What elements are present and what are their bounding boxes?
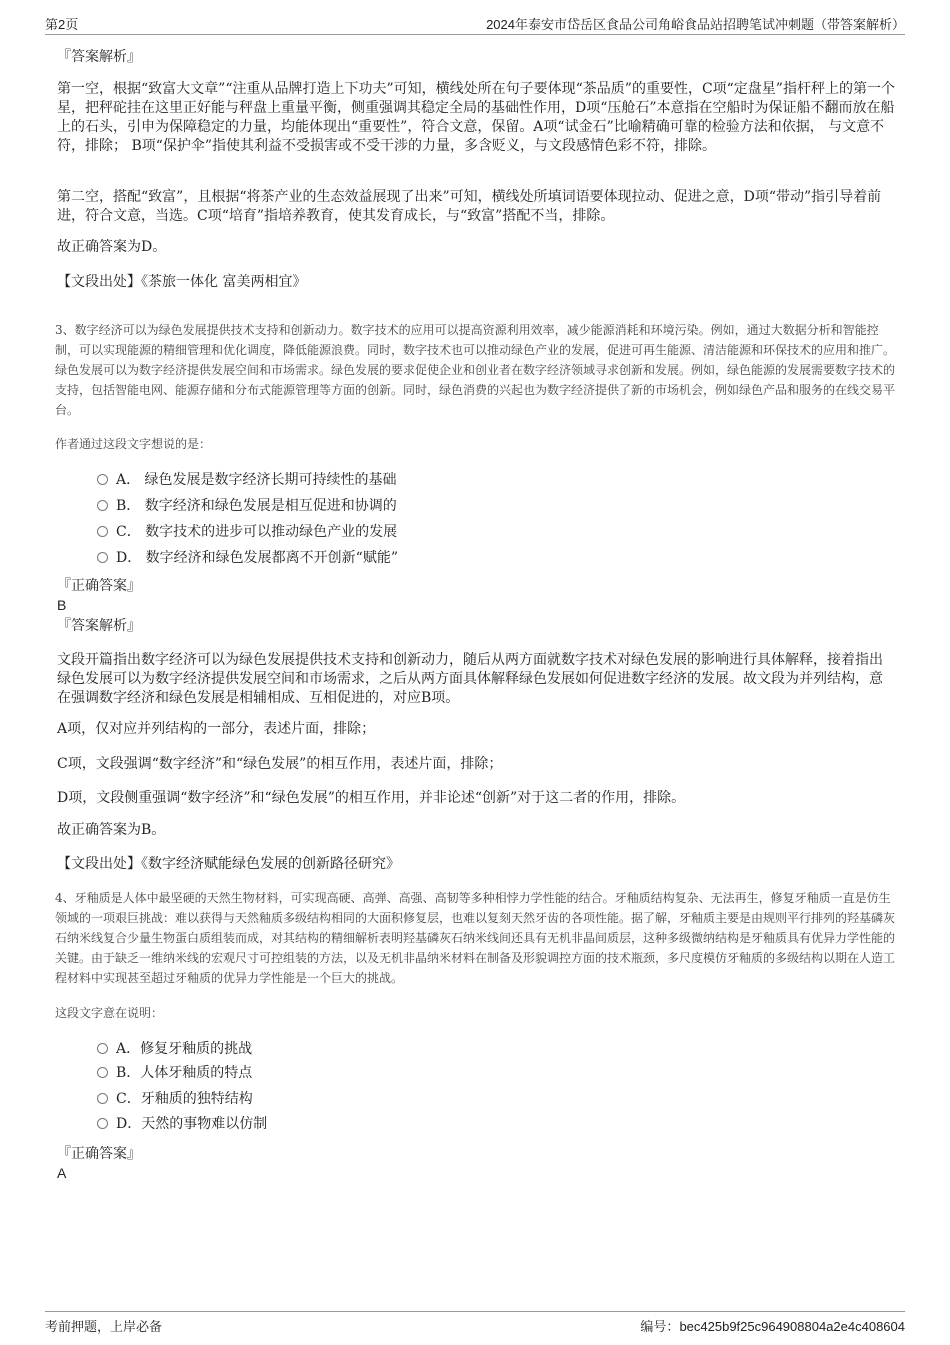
radio-icon[interactable] <box>97 474 108 485</box>
analysis-paragraph: 第二空，搭配“致富”，且根据“将茶产业的生态效益展现了出来”可知，横线处所填词语要体现拉动、促进之意，D项“带动”指引导着前进，符合文意，当选。C项“培育”指培养教育，使其发育成长，与“致富”搭配不当，排除。 <box>57 189 882 224</box>
analysis-label: 『答案解析』 <box>57 49 141 65</box>
option-label: B．人体牙釉质的特点 <box>116 1065 253 1081</box>
code-value: bec425b9f25c964908804a2e4c408604 <box>679 1319 905 1334</box>
analysis-paragraph: C项，文段强调“数字经济”和“绿色发展”的相互作用，表述片面，排除； <box>57 756 503 772</box>
option-label: B． 数字经济和绿色发展是相互促进和协调的 <box>116 498 397 514</box>
option-b[interactable] <box>97 1063 252 1083</box>
document-title: 2024年泰安市岱岳区食品公司角峪食品站招聘笔试冲刺题（带答案解析） <box>486 17 905 32</box>
answer-value: B <box>57 597 67 613</box>
analysis-label: 『答案解析』 <box>57 618 141 634</box>
source-citation: 【文段出处】《数字经济赋能绿色发展的创新路径研究》 <box>57 856 400 872</box>
analysis-conclusion: 故正确答案为D。 <box>57 239 167 255</box>
radio-icon[interactable] <box>97 500 108 511</box>
document-code <box>640 1316 905 1335</box>
radio-icon[interactable] <box>97 526 108 537</box>
analysis-paragraph: 第一空，根据“致富大文章”“注重从品牌打造上下功夫”可知，横线处所在句子要体现“茶品质”的重要性，C项“定盘星”指杆秤上的第一个星，把秤砣挂在这里正好能与秤盘上重量平衡，侧重强调其稳定全局的基础性作用，D项“压舱石”本意指在空船时为保证船不翻而放在船上的石头，引申为保障稳定的力量，均能体现出“重要性”，符合文意，保留。A项“试金石”比喻精确可靠的检验方法和依据， 与文意不符，排除； B项“保护伞”指使其利益不受损害或不受干涉的力量，多含贬义，与文段感情色彩不符，排除。 <box>57 81 895 154</box>
radio-icon[interactable] <box>97 1093 108 1104</box>
footer-slogan: 考前押题，上岸必备 <box>45 1319 163 1334</box>
radio-icon[interactable] <box>97 552 108 563</box>
page-header <box>45 14 905 35</box>
page-footer <box>45 1311 905 1340</box>
radio-icon[interactable] <box>97 1067 108 1078</box>
answer-label: 『正确答案』 <box>57 578 141 594</box>
question-prompt: 作者通过这段文字想说的是： <box>55 437 212 451</box>
option-c[interactable] <box>97 1089 253 1109</box>
option-d[interactable] <box>97 548 398 568</box>
option-b[interactable] <box>97 496 397 516</box>
analysis-paragraph: D项，文段侧重强调“数字经济”和“绿色发展”的相互作用，并非论述“创新”对于这二者的作用，排除。 <box>57 790 686 806</box>
option-label: C．牙釉质的独特结构 <box>116 1091 253 1107</box>
option-label: D．天然的事物难以仿制 <box>116 1116 268 1132</box>
answer-label: 『正确答案』 <box>57 1146 141 1162</box>
question-stem: 3、数字经济可以为绿色发展提供技术支持和创新动力。数字技术的应用可以提高资源利用效率，减少能源消耗和环境污染。例如，通过大数据分析和智能控制，可以实现能源的精细管理和优化调度，降低能源浪费。同时，数字技术也可以推动绿色产业的发展，促进可再生能源、清洁能源和环保技术的应用和推广。绿色发展可以为数字经济提供发展空间和市场需求。绿色发展的要求促使企业和创业者在数字经济领域寻求创新和发展。例如，绿色能源的发展需要数字技术的支持，包括智能电网、能源存储和分布式能源管理等方面的创新。同时，绿色消费的兴起也为数字经济提供了新的市场机会，例如绿色产品和服务的在线交易平台。 <box>55 323 896 417</box>
option-label: D． 数字经济和绿色发展都离不开创新“赋能” <box>116 550 398 566</box>
answer-value: A <box>57 1165 67 1181</box>
analysis-paragraph: A项，仅对应并列结构的一部分，表述片面，排除； <box>57 721 376 737</box>
question-stem: 4、牙釉质是人体中最坚硬的天然生物材料，可实现高硬、高弹、高强、高韧等多种相悖力学性能的结合。牙釉质结构复杂、无法再生，修复牙釉质一直是仿生领域的一项艰巨挑战：难以获得与天然釉质多级结构相同的大面积修复层，也难以复刻天然牙齿的各项性能。据了解，牙釉质主要是由规则平行排列的羟基磷灰石纳米线复合少量生物蛋白质组装而成，对其结构的精细解析表明羟基磷灰石纳米线间还具有无机非晶间质层，这种多级微纳结构是牙釉质具有优异力学性能的关键。由于缺乏一维纳米线的宏观尺寸可控组装的方法，以及无机非晶纳米材料在制备及形貌调控方面的技术瓶颈，多尺度模仿牙釉质的多级结构以期在人造工程材料中实现甚至超过牙釉质的优异力学性能是一个巨大的挑战。 <box>55 891 896 985</box>
option-label: A． 绿色发展是数字经济长期可持续性的基础 <box>116 472 397 488</box>
analysis-conclusion: 故正确答案为B。 <box>57 822 166 838</box>
source-citation: 【文段出处】《茶旅一体化 富美两相宜》 <box>57 274 307 290</box>
code-label: 编号： <box>640 1319 680 1334</box>
radio-icon[interactable] <box>97 1043 108 1054</box>
page-number: 第2页 <box>45 17 79 32</box>
analysis-paragraph: 文段开篇指出数字经济可以为绿色发展提供技术支持和创新动力，随后从两方面就数字技术对绿色发展的影响进行具体解释，接着指出绿色发展可以为数字经济提供发展空间和市场需求，之后从两方面具体解释绿色发展如何促进数字经济的发展。故文段为并列结构，意在强调数字经济和绿色发展是相辅相成、互相促进的，对应B项。 <box>57 652 883 706</box>
question-prompt: 这段文字意在说明： <box>55 1006 164 1020</box>
option-d[interactable] <box>97 1114 267 1134</box>
option-a[interactable] <box>97 470 397 490</box>
option-c[interactable] <box>97 522 397 542</box>
option-label: A．修复牙釉质的挑战 <box>116 1041 253 1057</box>
option-label: C． 数字技术的进步可以推动绿色产业的发展 <box>116 524 398 540</box>
radio-icon[interactable] <box>97 1118 108 1129</box>
option-a[interactable] <box>97 1039 252 1059</box>
